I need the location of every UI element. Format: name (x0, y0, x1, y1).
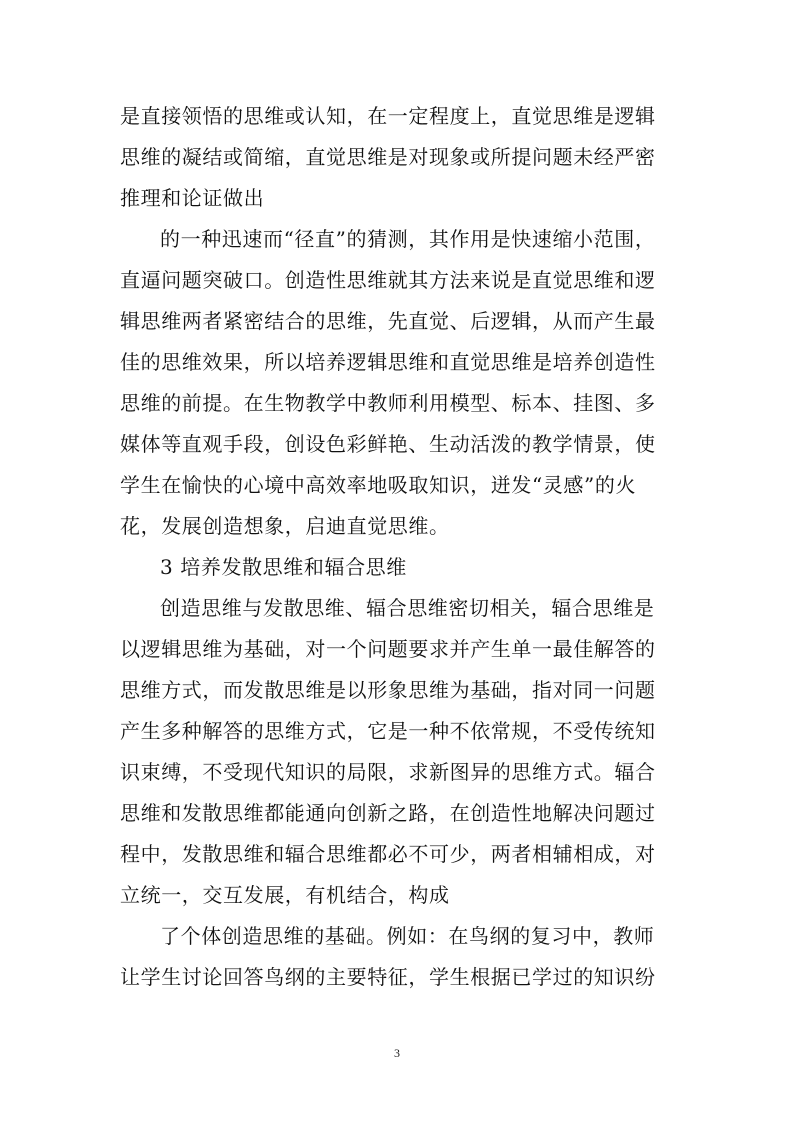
text-line: 是直接领悟的思维或认知，在一定程度上，直觉思维是逻辑 (120, 104, 656, 128)
text-line: 的一种迅速而“径直”的猜测，其作用是快速缩小范围， (160, 227, 656, 251)
text-line: 创造思维与发散思维、辐合思维密切相关，辐合思维是 (160, 596, 655, 620)
page-number: 3 (394, 1046, 400, 1060)
text-line: 产生多种解答的思维方式，它是一种不依常规，不受传统知 (120, 719, 656, 743)
section-heading: 3 培养发散思维和辐合思维 (160, 555, 407, 579)
text-line: 识束缚，不受现代知识的局限，求新图异的思维方式。辐合 (120, 760, 656, 784)
text-line: 思维的凝结或简缩，直觉思维是对现象或所提问题未经严密 (120, 145, 656, 169)
text-line: 佳的思维效果，所以培养逻辑思维和直觉思维是培养创造性 (120, 350, 656, 374)
text-line: 让学生讨论回答鸟纲的主要特征，学生根据已学过的知识纷 (120, 965, 656, 989)
text-line: 以逻辑思维为基础，对一个问题要求并产生单一最佳解答的 (120, 637, 656, 661)
text-line: 直逼问题突破口。创造性思维就其方法来说是直觉思维和逻 (120, 268, 656, 292)
text-line: 学生在愉快的心境中高效率地吸取知识，迸发“灵感”的火 (120, 473, 637, 497)
text-line: 思维的前提。在生物教学中教师利用模型、标本、挂图、多 (120, 391, 656, 415)
text-line: 程中，发散思维和辐合思维都必不可少，两者相辅相成，对 (120, 842, 656, 866)
text-line: 媒体等直观手段，创设色彩鲜艳、生动活泼的教学情景，使 (120, 432, 656, 456)
text-line: 辑思维两者紧密结合的思维，先直觉、后逻辑，从而产生最 (120, 309, 656, 333)
text-line: 思维和发散思维都能通向创新之路，在创造性地解决问题过 (120, 801, 656, 825)
text-line: 推理和论证做出 (120, 186, 265, 210)
text-line: 立统一，交互发展，有机结合，构成 (120, 883, 450, 907)
text-line: 思维方式，而发散思维是以形象思维为基础，指对同一问题 (120, 678, 656, 702)
text-line: 了个体创造思维的基础。例如：在鸟纲的复习中，教师 (160, 924, 655, 948)
body-text (120, 96, 680, 998)
text-line: 花，发展创造想象，启迪直觉思维。 (120, 514, 450, 538)
